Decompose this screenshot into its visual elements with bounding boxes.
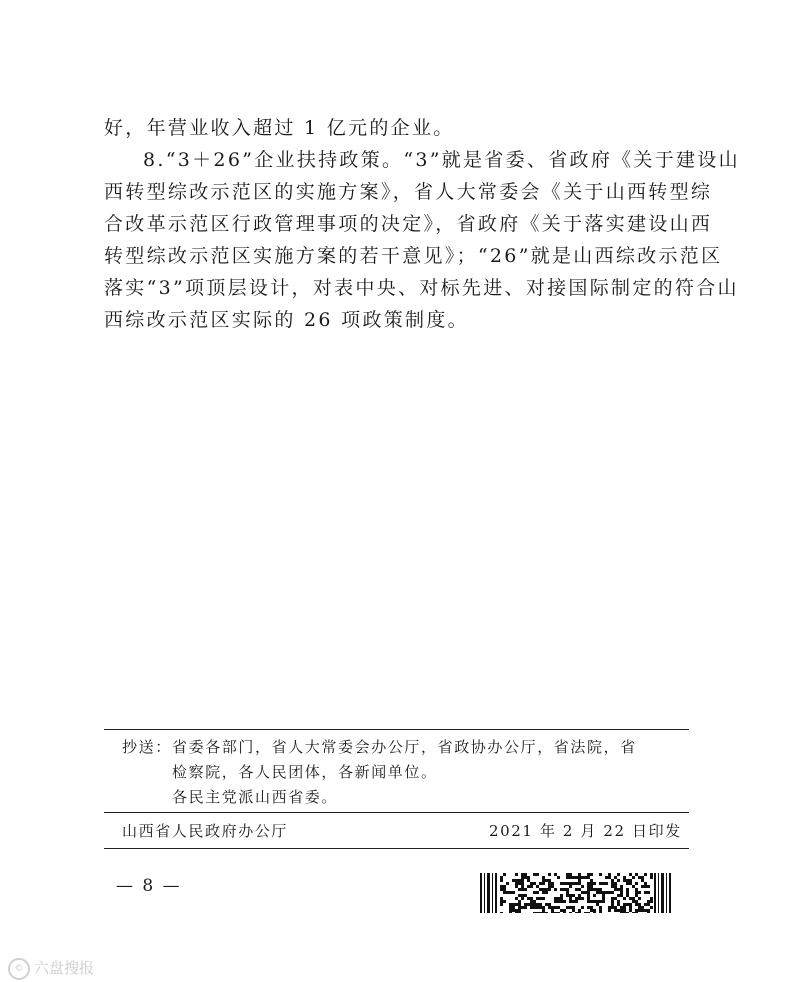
body-line-3: 西转型综改示范区的实施方案》，省人大常委会《关于山西转型综 (104, 181, 713, 203)
page-number: — 8 — (116, 876, 182, 896)
issuer-name: 山西省人民政府办公厅 (122, 822, 289, 840)
issuer-bottom-rule (104, 848, 689, 849)
copy-to-line-1: 省委各部门，省人大常委会办公厅，省政协办公厅，省法院，省 (172, 738, 637, 756)
body-line-7: 西综改示范区实际的 26 项政策制度。 (104, 309, 469, 331)
copy-to-top-rule (104, 729, 689, 730)
copy-to-line-2: 检察院，各人民团体，各新闻单位。 (172, 763, 438, 781)
watermark (8, 957, 94, 980)
copy-to-line-3: 各民主党派山西省委。 (172, 788, 339, 806)
document-barcode (480, 873, 672, 913)
issue-date: 2021 年 2 月 22 日印发 (489, 822, 682, 840)
body-line-6: 落实“3”项顶层设计，对表中央、对标先进、对接国际制定的符合山 (104, 277, 739, 299)
issuer-top-rule (104, 812, 689, 813)
copy-to-label: 抄送： (122, 738, 172, 756)
watermark-text: 六盘搜报 (34, 959, 95, 977)
barcode-graphic (480, 873, 672, 913)
body-line-4: 合改革示范区行政管理事项的决定》，省政府《关于落实建设山西 (104, 213, 713, 235)
watermark-logo-icon: © (8, 958, 30, 980)
body-line-2: 8.“3＋26”企业扶持政策。“3”就是省委、省政府《关于建设山 (143, 149, 740, 171)
body-line-5: 转型综改示范区实施方案的若干意见》；“26”就是山西综改示范区 (104, 245, 723, 267)
body-line-1: 好，年营业收入超过 1 亿元的企业。 (104, 117, 455, 139)
